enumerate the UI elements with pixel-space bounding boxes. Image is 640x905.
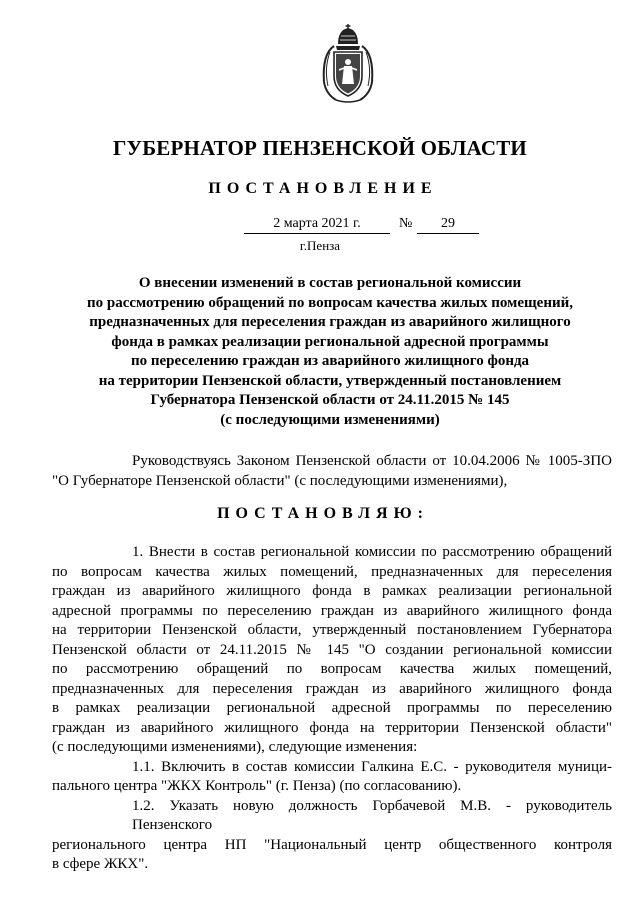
body-line: 1.2. Указать новую должность Горбачевой М.В. - руководитель Пензенского	[132, 797, 612, 833]
body-line: по вопросам качества жилых помещений, предназначенных для переселения	[52, 563, 612, 580]
date-number-line	[244, 216, 484, 236]
body-line: в рамках реализации региональной адресной программы по переселению	[52, 700, 612, 716]
title-line: по рассмотрению обращений по вопросам качества жилых помещений,	[86, 294, 574, 311]
document-title	[60, 274, 600, 430]
document-date: 2 марта 2021 г.	[244, 216, 390, 234]
body-line: 1.1. Включить в состав комиссии Галкина Е.С. - руководителя муници-	[132, 758, 612, 775]
document-number: 29	[417, 216, 479, 234]
decree-heading: ПОСТАНОВЛЯЮ:	[217, 505, 429, 522]
place-of-issue: г.Пенза	[299, 238, 341, 253]
title-line: фонда в рамках реализации региональной адресной программы	[111, 333, 549, 350]
title-line: предназначенных для переселения граждан из аварийного жилищного	[89, 314, 571, 330]
body-line: 1. Внести в состав региональной комиссии по рассмотрению обращений	[132, 544, 612, 560]
preamble-line: Руководствуясь Законом Пензенской области от 10.04.2006 № 1005-ЗПО	[132, 453, 612, 469]
title-line: на территории Пензенской области, утвержденный постановлением	[98, 372, 562, 389]
document-type: ПОСТАНОВЛЕНИЕ	[208, 180, 438, 197]
number-sign: №	[399, 216, 413, 231]
title-line: Губернатора Пензенской области от 24.11.2015 № 145	[150, 392, 510, 408]
body-line: адресной программы по переселению граждан из аварийного жилищного фонда	[52, 602, 612, 619]
body-line: (с последующими изменениями), следующие изменения:	[52, 739, 418, 755]
title-line: (с последующими изменениями)	[220, 411, 440, 428]
body-line: на территории Пензенской области, утвержденный постановлением Губернатора	[52, 622, 612, 638]
body-line: пального центра "ЖКХ Контроль" (г. Пенза) (по согласованию).	[52, 778, 462, 794]
body-line: предназначенных для переселения граждан из аварийного жилищного фонда	[52, 680, 612, 697]
body-line: граждан из аварийного жилищного фонда в рамках реализации региональной	[52, 583, 612, 599]
body-line: регионального центра НП "Национальный центр общественного контроля	[52, 836, 612, 853]
coat-of-arms-icon	[316, 24, 380, 104]
preamble-paragraph	[52, 451, 612, 491]
body-line: в сфере ЖКХ".	[52, 856, 149, 872]
title-line: по переселению граждан из аварийного жилищного фонда	[130, 353, 530, 369]
body-line: граждан из аварийного жилищного фонда на территории Пензенской области"	[52, 719, 612, 736]
title-line: О внесении изменений в состав региональной комиссии	[138, 275, 522, 291]
body-line: Пензенской области от 24.11.2015 № 145 "О создании региональной комиссии	[52, 641, 612, 658]
body-line: по рассмотрению обращений по вопросам качества жилых помещений,	[52, 661, 612, 677]
decree-body	[52, 543, 612, 875]
preamble-line: "О Губернаторе Пензенской области" (с последующими изменениями),	[52, 473, 508, 489]
authority-heading: ГУБЕРНАТОР ПЕНЗЕНСКОЙ ОБЛАСТИ	[113, 136, 527, 160]
